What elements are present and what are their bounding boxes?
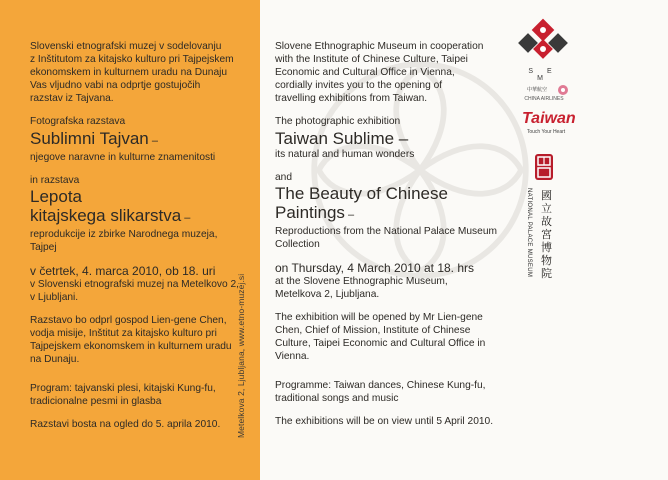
svg-text:Taiwan: Taiwan [522,110,576,127]
exhibit2-title: Paintings – [275,203,355,222]
exhibit2-label: and [275,172,292,183]
venue-line: v Ljubljani. [30,292,79,303]
opening-line: Razstavo bo odprl gospod Lien-gene Chen, [30,315,227,326]
programme-line: traditional songs and music [275,393,399,404]
venue-line: at the Slovene Ethnographic Museum, [275,276,448,287]
exhibit1-title: Sublimni Tajvan – [30,129,158,148]
until-line: Razstavi bosta na ogled do 5. aprila 2010. [30,419,221,430]
date-line: v četrtek, 4. marca 2010, ob 18. uri [30,264,216,278]
intro-line: z Inštitutom za kitajsko kulturo pri Tajpejskem [30,54,234,65]
exhibit2-label: in razstava [30,175,80,186]
intro-line: with the Institute of Chinese Culture, Taipei [275,54,468,65]
venue-line: v Slovenski etnografski muzej na Metelkovo 2, [30,279,239,290]
intro-line: Economic and Cultural Office in Vienna, [275,67,455,78]
exhibit2-title: kitajskega slikarstva – [30,206,191,225]
date-line: on Thursday, 4 March 2010 at 18. hrs [275,261,475,275]
exhibit2-desc: Tajpej [30,242,57,253]
until-line: The exhibitions will be on view until 5 April 2010. [275,416,494,427]
exhibit1-title: Taiwan Sublime – [275,129,409,148]
english-text [275,40,510,428]
exhibit2-title: Lepota [30,187,82,206]
exhibit2-desc: Collection [275,239,320,250]
programme-line: tradicionalne pesmi in glasba [30,396,162,407]
taiwan-tagline: Touch Your Heart [526,129,566,135]
opening-line: Culture, Taipei Economic and Cultural Office in [275,338,486,349]
exhibit1-desc: its natural and human wonders [275,149,415,160]
programme-line: Program: tajvanski plesi, kitajski Kung-fu, [30,383,216,394]
sem-logo-icon [515,20,571,68]
intro-line: ekonomskem in kulturnem uradu na Dunaju [30,67,228,78]
opening-line: The exhibition will be opened by Mr Lien-gene [275,312,483,323]
exhibit2-title: The Beauty of Chinese [275,184,448,203]
opening-line: Chen, Chief of Mission, Institute of Chinese [275,325,471,336]
npm-seal-icon [534,153,554,181]
svg-text:中華航空: 中華航空 [527,87,548,93]
opening-line: na Dunaju. [30,354,80,365]
sem-label: S E M [528,68,558,82]
intro-line: Slovenski etnografski muzej v sodelovanju [30,41,222,52]
address-website: Metelkova 2, Ljubljana, www.etno-muzej.si [236,273,246,438]
china-airlines-label: CHINA AIRLINES [524,96,564,102]
npm-chinese-name: 國立故宮博物院 [541,189,552,280]
opening-line: Vienna. [275,351,310,362]
exhibit1-label: Fotografska razstava [30,116,126,127]
programme-line: Programme: Taiwan dances, Chinese Kung-fu, [275,380,486,391]
intro-line: razstav iz Tajvana. [30,93,114,104]
intro-line: cordially invites you to the opening of [275,80,443,91]
exhibit2-desc: Reproductions from the National Palace Museum [275,226,497,237]
npm-english-name: NATIONAL PALACE MUSEUM [526,188,532,278]
slovene-text [30,40,252,431]
opening-line: vodja misije, Inštitut za kitajsko kulturo pri [30,328,217,339]
taiwan-tourism-logo-icon [520,105,576,129]
intro-line: Slovene Ethnographic Museum in cooperation [275,41,484,52]
venue-line: Metelkova 2, Ljubljana. [275,289,380,300]
opening-line: Tajpejskem ekonomskem in kulturnem uradu [30,341,232,352]
intro-line: travelling exhibitions from Taiwan. [275,93,428,104]
exhibit1-desc: njegove naravne in kulturne znamenitosti [30,152,216,163]
exhibit1-label: The photographic exhibition [275,116,401,127]
exhibit2-desc: reprodukcije iz zbirke Narodnega muzeja, [30,229,218,240]
intro-line: Vas vljudno vabi na odprtje gostujočih [30,80,201,91]
